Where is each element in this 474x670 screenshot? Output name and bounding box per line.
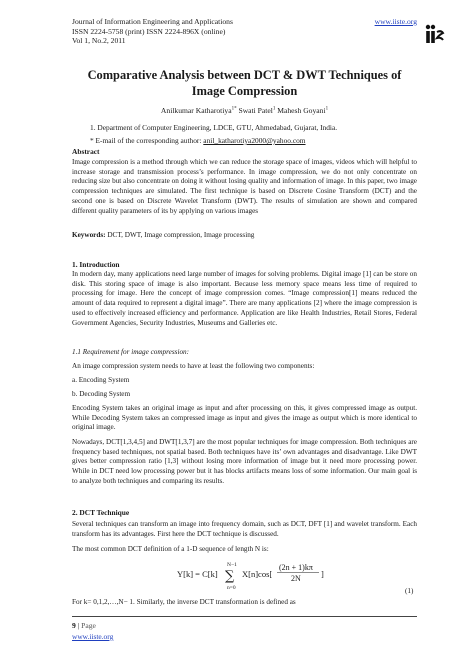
email-label: * E-mail of the corresponding author: [90, 136, 204, 145]
author-2: Swati Patel [236, 106, 273, 115]
eq-sum-lower: n=0 [227, 585, 236, 591]
list-item-decoding: b. Decoding System [72, 390, 131, 398]
page-number [72, 621, 96, 630]
section-2-paragraph-2: The most common DCT definition of a 1-D sequence of length N is: [72, 545, 269, 553]
keywords-list: DCT, DWT, Image compression, Image processing [105, 231, 255, 239]
iiste-logo [424, 23, 446, 45]
page-word: Page [81, 621, 96, 630]
affiliation: 1. Department of Computer Engineering, LDCE, GTU, Ahmedabad, Gujarat, India. [90, 123, 338, 132]
author-3: Mahesh Goyani [275, 106, 326, 115]
list-item-encoding: a. Encoding System [72, 376, 130, 384]
eq-fraction-denominator: 2N [291, 574, 301, 583]
email-link[interactable]: anil_katharotiya2000@yahoo.com [203, 136, 306, 145]
author-list [72, 106, 417, 115]
section-1-heading: 1. Introduction [72, 260, 120, 269]
page-separator: | [75, 621, 82, 630]
equation-number: (1) [405, 587, 414, 595]
author-2-mark: 1 [272, 106, 276, 112]
footer-url-link[interactable]: www.iiste.org [72, 632, 114, 641]
volume-line: Vol 1, No.2, 2011 [72, 36, 126, 46]
abstract-body: Image compression is a method through which we can reduce the storage space of images, videos which will helpful to increase storage and transmission process’s performance. In image compression, we do not only concentrate on reducing size but also concentrate on doing it without losing quality and information of image. In this paper, two image compression techniques are simulated. The first technique is based on Discrete Cosine Transform (DCT) and the second one is based on Discrete Wavelet Transform (DWT). The results of simulation are shown and compared different quality parameters of its by applying on various images [72, 158, 417, 215]
abstract-heading: Abstract [72, 147, 100, 156]
eq-lhs: Y[k] = C[k] [177, 569, 218, 579]
eq-sum-upper: N−1 [227, 562, 237, 568]
section-2-heading: 2. DCT Technique [72, 508, 130, 517]
section-2-paragraph-1: Several techniques can transform an image into frequency domain, such as DCT, DFT [1] and wavelet transform. Each transform has its advantages. First here the DCT technique is discussed. [72, 520, 417, 538]
section-1-paragraph: In modern day, many applications need large number of images for solving problems. Digital image [1] can be store on disk. This storing space of image is also important. Because less memory space means less time of required to processing for image. Here the concept of image compression comes. “Image compression[1] means reduced the amount of data required to represent a digital image”. There are many applications [2] where the image compression is used to effectively increased efficiency and performance. Application are like Health Industries, Retail Stores, Federal Government Agencies, Security Industries, Museums and Galleries etc. [72, 270, 417, 327]
subsection-1-1-heading: 1.1 Requirement for image compression: [72, 348, 190, 356]
eq-fraction-numerator: (2n + 1)kπ [279, 563, 313, 572]
title-line-1: Comparative Analysis between DCT & DWT Techniques of [87, 68, 402, 82]
running-header [72, 17, 417, 46]
footer-divider [72, 616, 417, 617]
dct-equation [72, 560, 417, 592]
paper-title [72, 68, 417, 99]
eq-sigma: ∑ [225, 569, 235, 584]
author-1: Anilkumar Katharotiya [160, 106, 232, 115]
subsection-1-1-intro: An image compression system needs to have at least the following two components: [72, 362, 315, 370]
keywords [72, 231, 254, 241]
subsection-1-1-paragraph-2: Encoding System takes an original image as input and after processing on this, it gives compressed image as output. While Decoding System takes an compressed image as input and gives the image as output which is more identical to original image. [72, 404, 417, 432]
eq-term: X[n]cos[ [242, 569, 273, 579]
title-line-2: Image Compression [191, 83, 298, 98]
author-1-mark: 1* [231, 106, 237, 112]
eq-close-bracket: ] [321, 569, 324, 579]
corresponding-email [90, 136, 420, 145]
section-2-paragraph-3: For k= 0,1,2,…,N− 1. Similarly, the inverse DCT transformation is defined as [72, 598, 296, 606]
journal-name: Journal of Information Engineering and Applications [72, 17, 233, 26]
page-num: 9 [72, 621, 76, 630]
keywords-label: Keywords: [72, 231, 106, 239]
subsection-1-1-paragraph-3: Nowadays, DCT[1,3,4,5] and DWT[1,3,7] are the most popular techniques for image compression. Both techniques are frequency based techniques, not spatial based. Both techniques have its’ own advantages and disadvantage. Like DWT gives better compression ratio [1,3] without losing more information of image but it need more processing power. While in DCT need low processing power but it has blocks artifacts means loss of some information. Our main goal is to analyze both techniques and comparing its results. [72, 438, 417, 485]
author-3-mark: 1 [325, 106, 329, 112]
header-url-link[interactable]: www.iiste.org [374, 17, 417, 26]
issn-line: ISSN 2224-5758 (print) ISSN 2224-896X (online) [72, 26, 226, 36]
